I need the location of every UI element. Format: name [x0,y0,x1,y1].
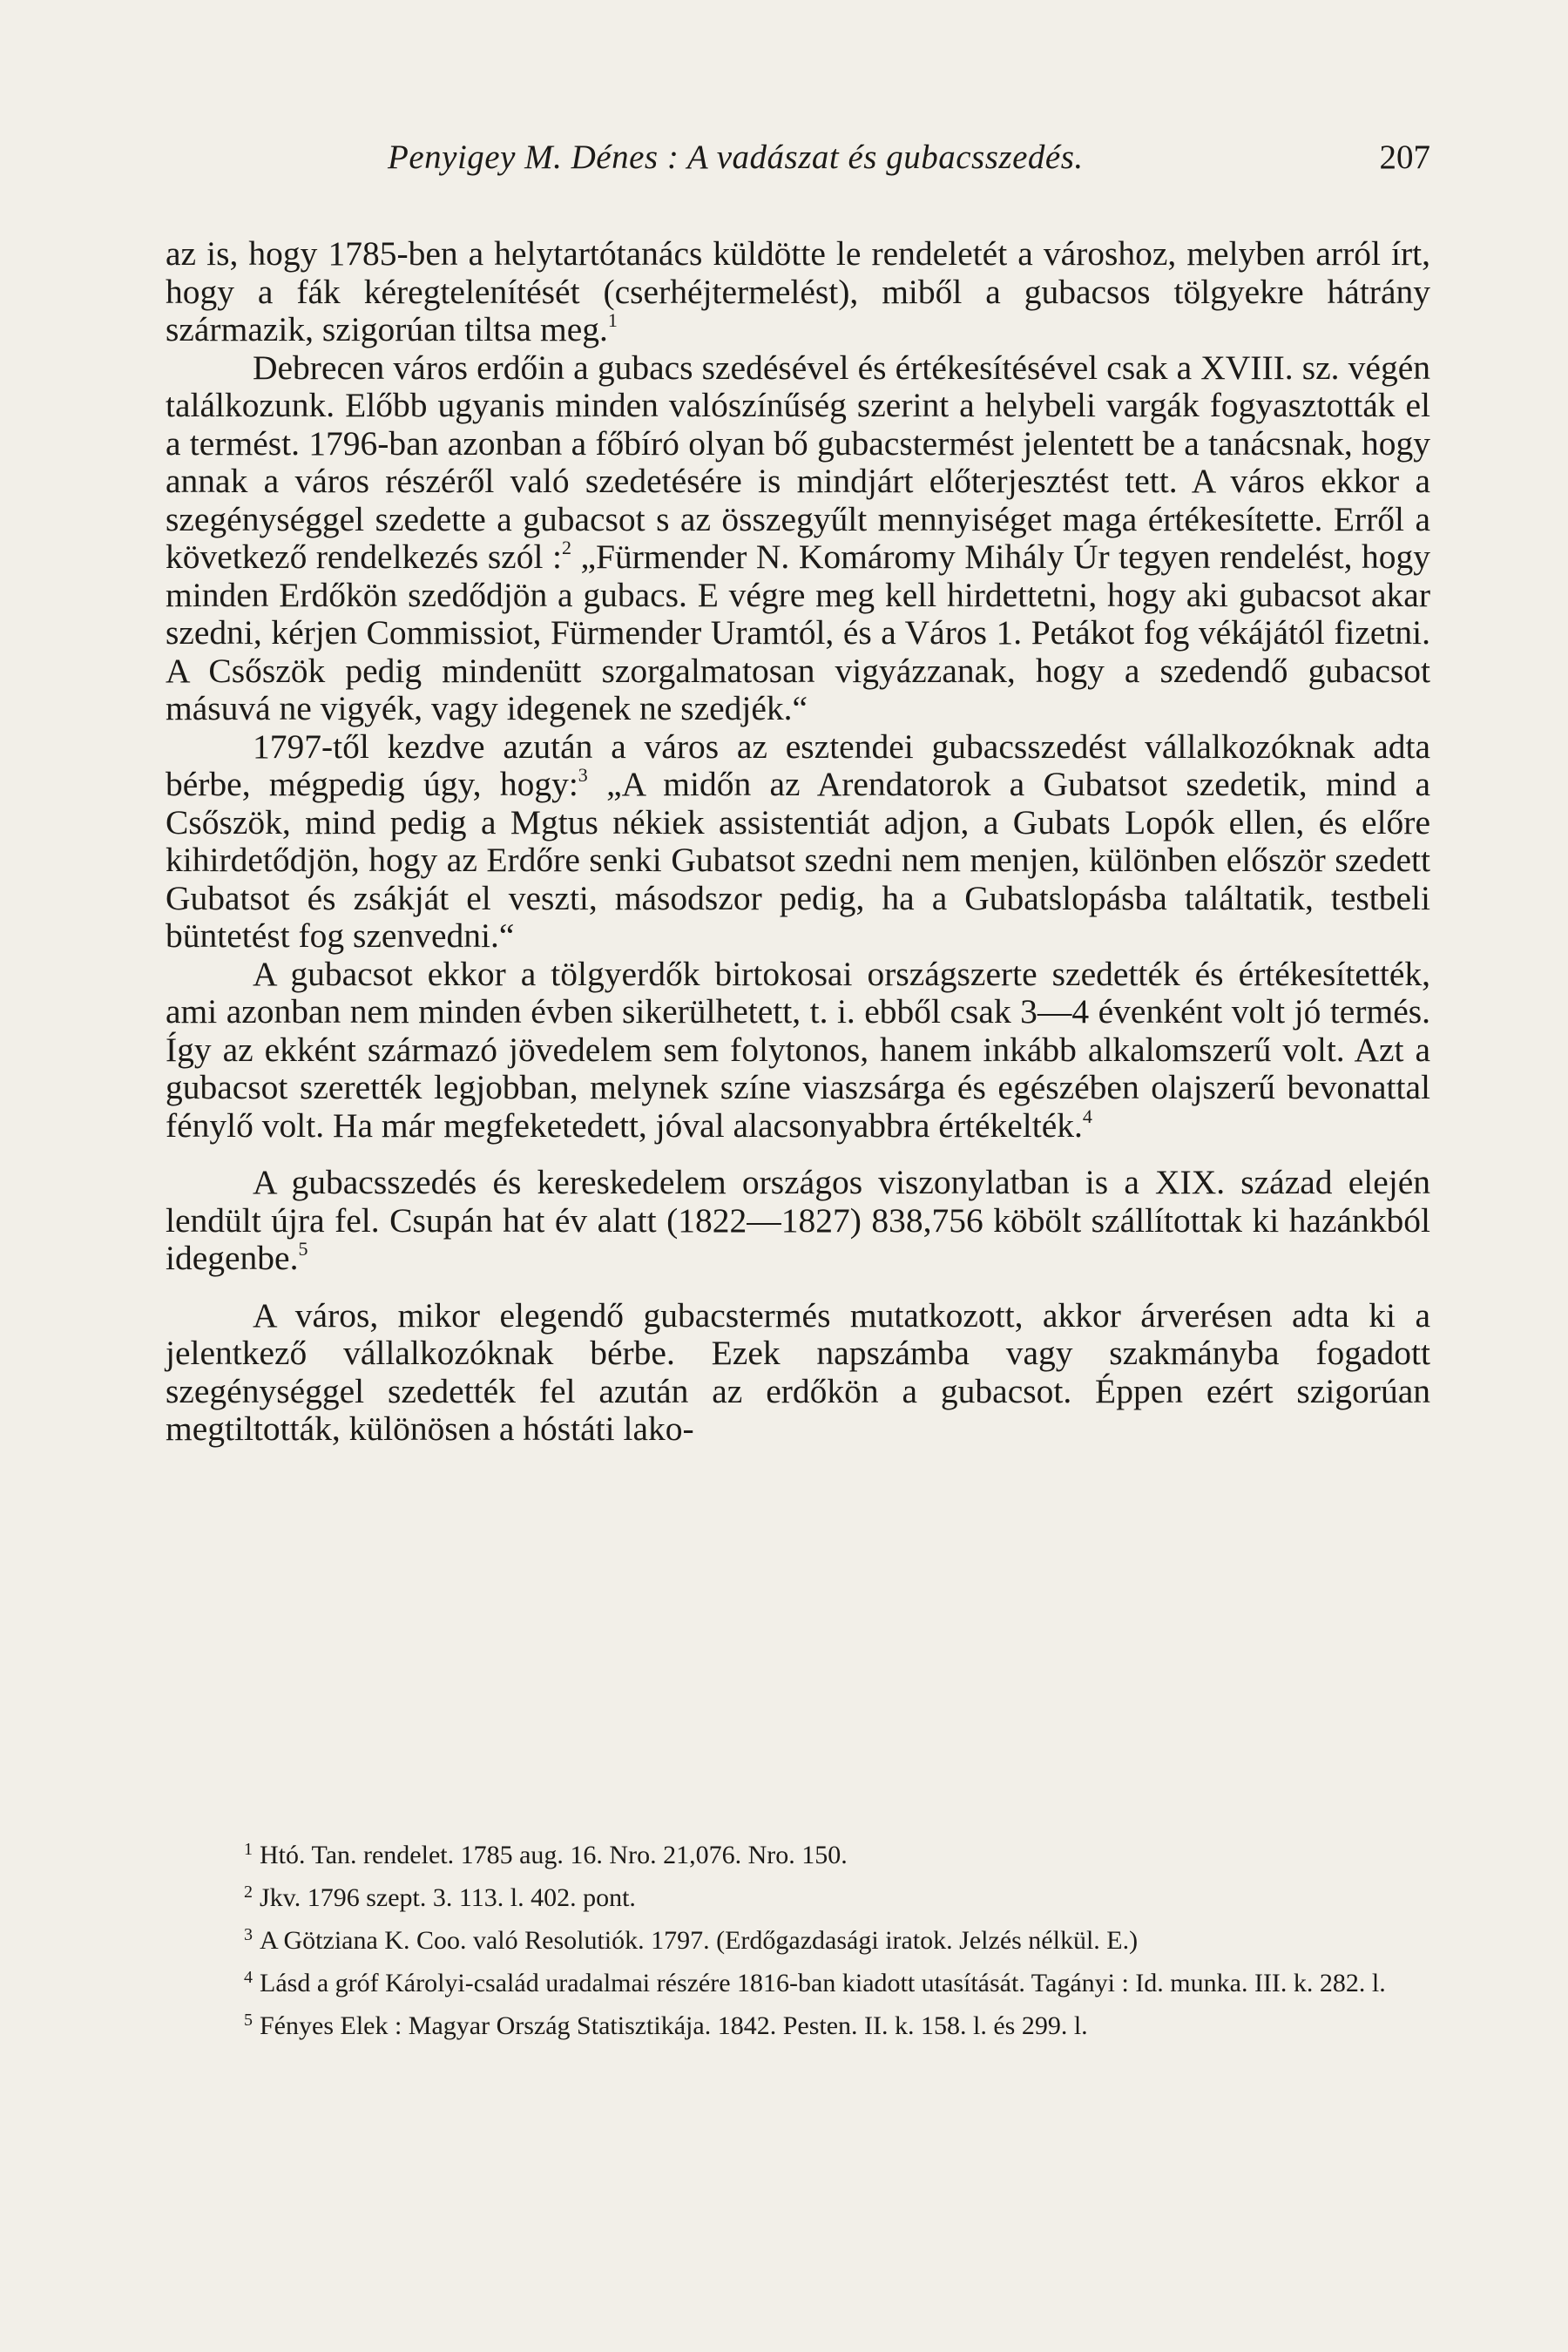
page-number: 207 [1379,139,1430,176]
footnote-ref-3: 3 [578,764,588,786]
footnote: $^5$ Fényes Elek : Magyar Ország Statisztikája. 1842. Pesten. II. k. 158. l. és 299. l. [244,2011,1088,2040]
footnote-ref-1: 1 [607,309,618,331]
paragraph-3: 1797-től kezdve azután a város az esztendei gubacsszedést vállalkozóknak adta bérbe, mégpedig úgy, hogy:$^3$ „A midőn az Arendatorok a Gubatsot szedetik, mind a Csőszök, mind pedig a Mgtus nékiek assistentiát adjon, a Gubats Lopók ellen, és előre kihirdetődjön, hogy az Erdőre senki Gubatsot szedni nem menjen, különben először szedett Gubatsot és zsákját el veszti, másodszor pedig, ha a Gubatslopásba találtatik, testbeli büntetést fog szenvedni.“ [166,727,1431,955]
body-text [166,235,1430,1449]
footnote-ref-4: 4 [1082,1105,1092,1127]
footnote: $^2$ Jkv. 1796 szept. 3. 113. l. 402. pont. [244,1882,636,1912]
footnote-ref-2: 2 [561,537,571,558]
paragraph-6: A város, mikor elegendő gubacstermés mutatkozott, akkor árverésen adta ki a jelentkező vállalkozóknak bérbe. Ezek napszámba vagy szakmányba fogadott szegénységgel szedették fel azután az erdőkön a gubacsot. Éppen ezért szigorúan megtiltották, különösen a hóstáti lako- [166,1295,1430,1448]
footnote: $^3$ A Götziana K. Coo. való Resolutiók. 1797. (Erdőgazdasági iratok. Jelzés nélkül. E.) [244,1925,1139,1955]
footnote: $^1$ Htó. Tan. rendelet. 1785 aug. 16. Nro. 21,076. Nro. 150. [244,1840,848,1869]
running-head: Penyigey M. Dénes : A vadászat és gubacsszedés. [388,139,1084,176]
footnote-ref-5: 5 [298,1238,308,1260]
footnote: $^4$ Lásd a gróf Károlyi-család uradalmai részére 1816-ban kiadott utasítását. Tagányi : Id. munka. III. k. 282. l. [244,1968,1386,1997]
page-header [174,138,1430,190]
paragraph-1: az is, hogy 1785-ben a helytartótanács küldötte le rendeletét a városhoz, melyben arról írt, hogy a fák kéregtelenítését (cserhéjtermelést), miből a gubacsos tölgyekre hátrány származik, szigorúan tiltsa meg.$^1$ [166,234,1430,348]
paragraph-2: Debrecen város erdőin a gubacs szedésével és értékesítésével csak a XVIII. sz. végén találkozunk. Előbb ugyanis minden valószínűség szerint a helybeli vargák fogyasztották el a termést. 1796-ban azonban a főbíró olyan bő gubacstermést jelentett be a tanácsnak, hogy annak a város részéről való szedetésére is mindjárt előterjesztést tett. A város ekkor a szegénységgel szedette a gubacsot s az összegyűlt mennyiséget maga értékesítette. Erről a következő rendelkezés szól :$^2$ „Fürmender N. Komáromy Mihály Úr tegyen rendelést, hogy minden Erdőkön szedődjön a gubacs. E végre meg kell hirdettetni, hogy aki gubacsot akar szedni, kérjen Commissiot, Fürmender Uramtól, és a Város 1. Petákot fog vékájától fizetni. A Csőszök pedig mindenütt szorgalmatosan vigyázzanak, hogy a szedendő gubacsot másuvá ne vigyék, vagy idegenek ne szedjék.“ [166,348,1430,727]
footnotes [174,1834,1430,2047]
paragraph-5: A gubacsszedés és kereskedelem országos viszonylatban is a XIX. század elején lendült újra fel. Csupán hat év alatt (1822—1827) 838,756 köbölt szállítottak ki hazánkból idegenbe.$^5$ [166,1163,1430,1277]
paragraph-4: A gubacsot ekkor a tölgyerdők birtokosai országszerte szedették és értékesítették, ami azonban nem minden évben sikerülhetett, t. i. ebből csak 3—4 évenként volt jó termés. Így az ekként származó jövedelem sem folytonos, hanem inkább alkalomszerű volt. Azt a gubacsot szerették legjobban, melynek színe viaszsárga és egészében olajszerű bevonattal fénylő volt. Ha már megfeketedett, jóval alacsonyabbra értékelték.$^4$ [166,954,1430,1145]
